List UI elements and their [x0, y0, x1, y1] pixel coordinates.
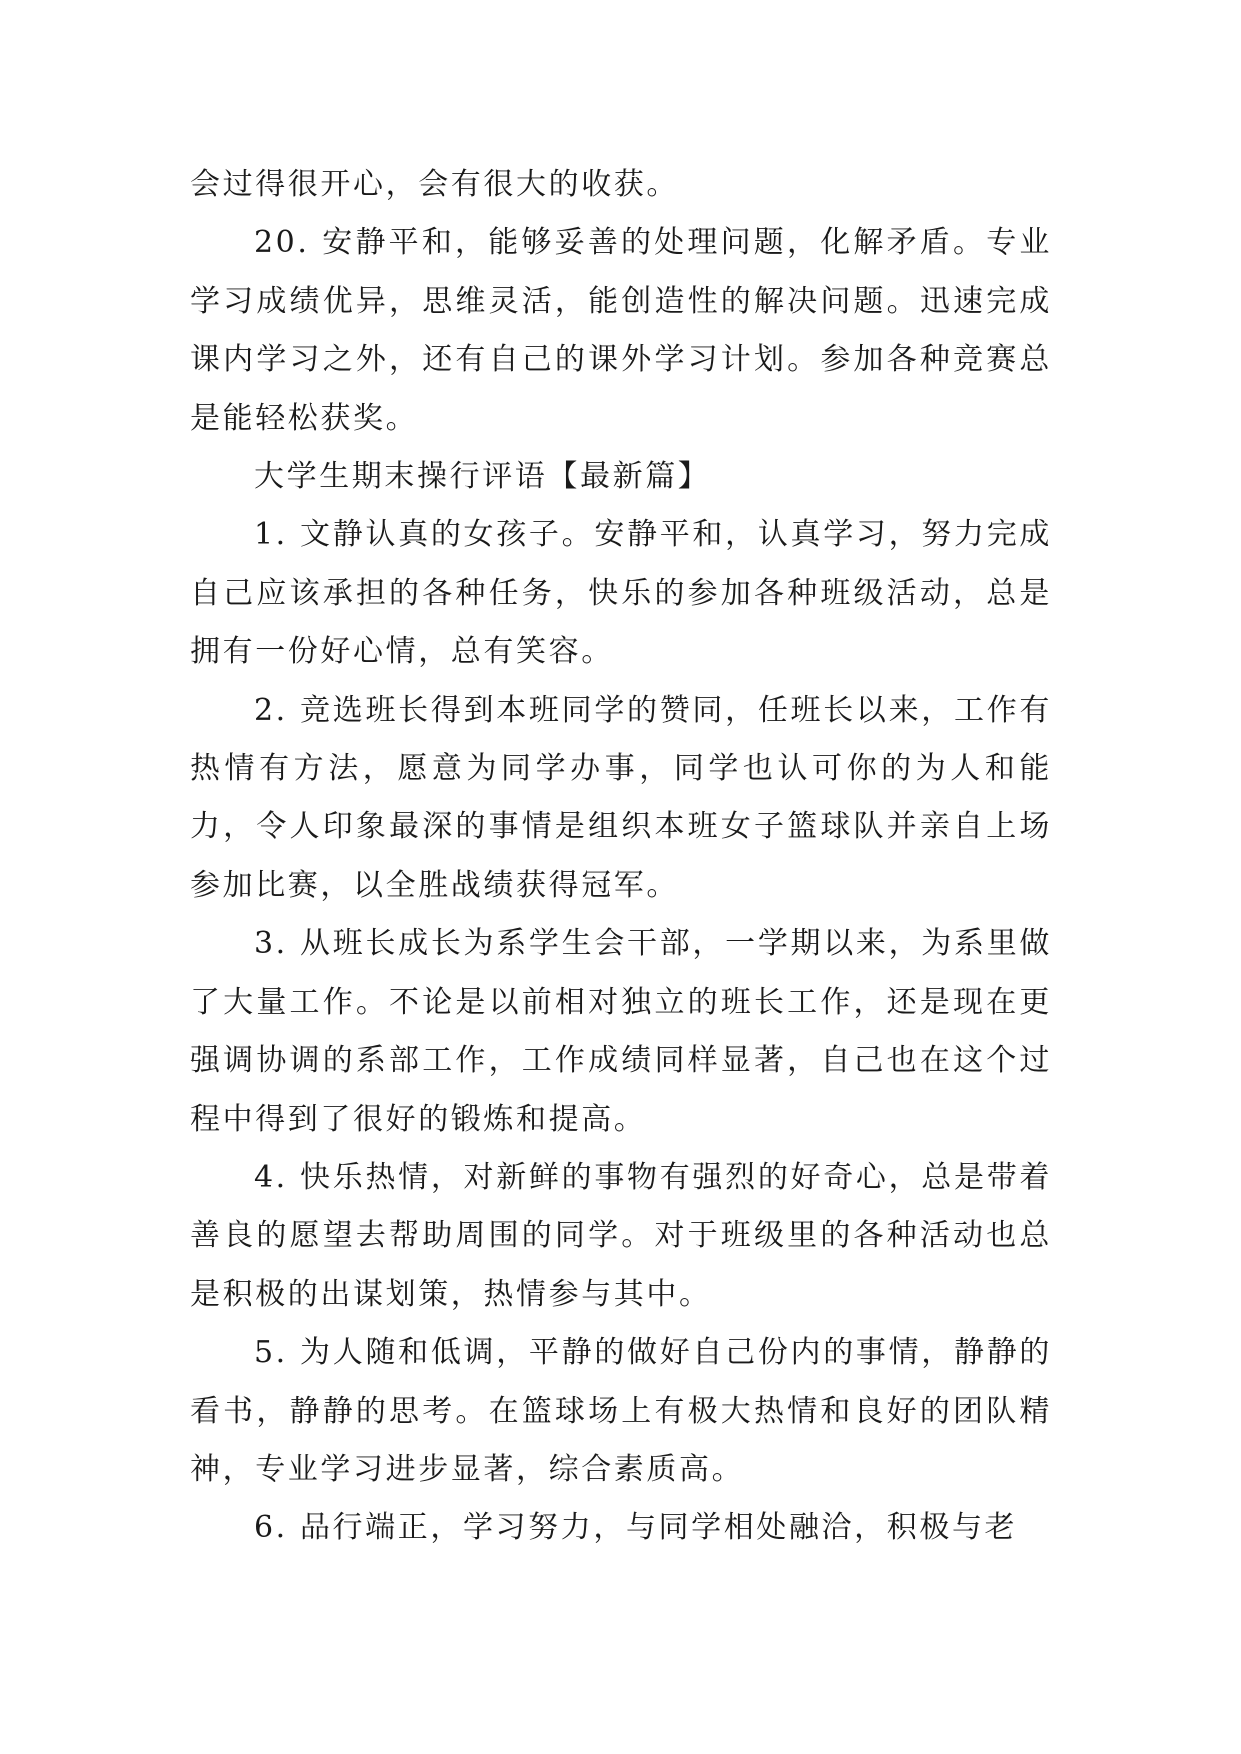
- paragraph-item-3: 3. 从班长成长为系学生会干部，一学期以来，为系里做了大量工作。不论是以前相对独立的班长工作，还是现在更强调协调的系部工作，工作成绩同样显著，自己也在这个过程中得到了很好的锻炼和提高。: [190, 926, 1052, 1137]
- paragraph-item-20: 20. 安静平和，能够妥善的处理问题，化解矛盾。专业学习成绩优异，思维灵活，能创造性的解决问题。迅速完成课内学习之外，还有自己的课外学习计划。参加各种竞赛总是能轻松获奖。: [190, 225, 1052, 436]
- document-body: [190, 156, 1052, 1558]
- paragraph-item-5: 5. 为人随和低调，平静的做好自己份内的事情，静静的看书，静静的思考。在篮球场上有极大热情和良好的团队精神，专业学习进步显著，综合素质高。: [190, 1335, 1052, 1487]
- paragraph-continuation: 会过得很开心，会有很大的收获。: [190, 167, 679, 202]
- paragraph-item-6: 6. 品行端正，学习努力，与同学相处融洽，积极与老: [254, 1510, 1018, 1546]
- section-heading: 大学生期末操行评语【最新篇】: [254, 459, 711, 495]
- paragraph-item-2: 2. 竞选班长得到本班同学的赞同，任班长以来，工作有热情有方法，愿意为同学办事，同学也认可你的为人和能力，令人印象最深的事情是组织本班女子篮球队并亲自上场参加比赛，以全胜战绩获得冠军。: [190, 692, 1052, 903]
- paragraph-item-4: 4. 快乐热情，对新鲜的事物有强烈的好奇心，总是带着善良的愿望去帮助周围的同学。对于班级里的各种活动也总是积极的出谋划策，热情参与其中。: [190, 1159, 1052, 1312]
- paragraph-item-1: 1. 文静认真的女孩子。安静平和，认真学习，努力完成自己应该承担的各种任务，快乐的参加各种班级活动，总是拥有一份好心情，总有笑容。: [190, 517, 1052, 670]
